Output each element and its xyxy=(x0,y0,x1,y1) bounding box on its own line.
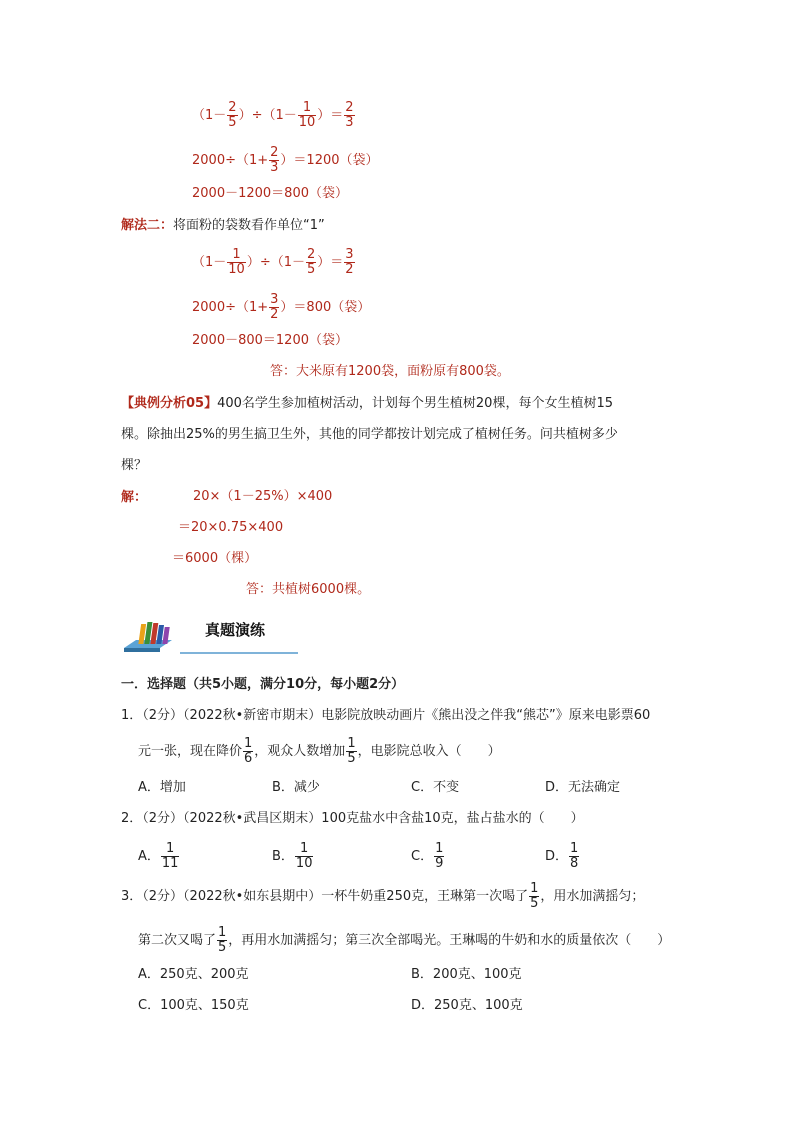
fraction: $\frac{1}{5}$ xyxy=(530,881,539,911)
q3-option-c[interactable]: C．100克、150克 xyxy=(138,998,249,1013)
q1-line2: 元一张，现在降价 $\frac{1}{6}$ ，观众人数增加 $\frac{1}{5}$ ，电影院总收入（ ） xyxy=(138,736,501,766)
example05-tag: 【典例分析05】 xyxy=(121,396,218,411)
q1-option-a[interactable]: A．增加 xyxy=(138,780,186,795)
fraction: $\frac{1}{5}$ xyxy=(347,736,356,766)
example05-line2: 棵。除抽出25%的男生搞卫生外，其他的同学都按计划完成了植树任务。问共植树多少 xyxy=(121,427,618,442)
q3-option-a[interactable]: A．250克、200克 xyxy=(138,967,249,982)
section-title: 真题演练 xyxy=(205,621,266,639)
q2-option-d[interactable]: D． $\frac{1}{8}$ xyxy=(545,841,579,871)
fraction: $\frac{2}{5}$ xyxy=(228,100,237,130)
q3-option-b[interactable]: B．200克、100克 xyxy=(411,967,522,982)
fraction: $\frac{3}{2}$ xyxy=(345,247,354,277)
q2-option-b[interactable]: B． $\frac{1}{10}$ xyxy=(272,841,313,871)
q3-line2: 第二次又喝了 $\frac{1}{5}$ ，再用水加满摇匀；第三次全部喝光。王琳喝的牛奶和水的质量依次（ ） xyxy=(138,925,671,955)
q2-option-c[interactable]: C． $\frac{1}{9}$ xyxy=(411,841,444,871)
example05-jie: 解： xyxy=(121,490,148,505)
fraction: $\frac{1}{10}$ xyxy=(228,247,245,277)
fraction: $\frac{2}{3}$ xyxy=(345,100,354,130)
q1-option-d[interactable]: D．无法确定 xyxy=(545,780,621,795)
fraction: $\frac{1}{10}$ xyxy=(295,841,313,871)
fraction: $\frac{1}{11}$ xyxy=(161,841,179,871)
sol2-line2: 2000÷（1+ $\frac{3}{2}$ ）＝800（袋） xyxy=(192,292,371,322)
sol2-line1: （1－ $\frac{1}{10}$ ）÷（1－ $\frac{2}{5}$ ）＝ $\frac{3}{2}$ xyxy=(192,247,354,277)
q1-line1: 1．（2分）（2022秋•新密市期末）电影院放映动画片《熊出没之伴我“熊芯”》原来电影票60 xyxy=(121,708,651,723)
fraction: $\frac{1}{8}$ xyxy=(570,841,579,871)
fraction: $\frac{2}{3}$ xyxy=(270,145,279,175)
fraction: $\frac{1}{6}$ xyxy=(244,736,253,766)
part-heading: 一．选择题（共5小题，满分10分，每小题2分） xyxy=(121,677,405,692)
example05-calc1: 20×（1－25%）×400 xyxy=(193,489,333,504)
example05-calc3: ＝6000（棵） xyxy=(172,551,258,566)
sol1-line1: （1－ $\frac{2}{5}$ ）÷（1－ $\frac{1}{10}$ ）＝ $\frac{2}{3}$ xyxy=(192,100,354,130)
example05-calc2: ＝20×0.75×400 xyxy=(178,520,284,535)
fraction: $\frac{1}{5}$ xyxy=(218,925,227,955)
sol2-line3: 2000－800＝1200（袋） xyxy=(192,333,348,348)
sol1-line2: 2000÷（1+ $\frac{2}{3}$ ）＝1200（袋） xyxy=(192,145,379,175)
sol2-answer: 答：大米原有1200袋，面粉原有800袋。 xyxy=(270,364,510,379)
example05-line3: 棵？ xyxy=(121,458,148,473)
q3-option-d[interactable]: D．250克、100克 xyxy=(411,998,523,1013)
q1-option-b[interactable]: B．减少 xyxy=(272,780,320,795)
q2-option-a[interactable]: A． $\frac{1}{11}$ xyxy=(138,841,179,871)
q2-line1: 2．（2分）（2022秋•武昌区期末）100克盐水中含盐10克，盐占盐水的（ ） xyxy=(121,811,584,826)
fraction: $\frac{3}{2}$ xyxy=(270,292,279,322)
fraction: $\frac{1}{9}$ xyxy=(435,841,444,871)
fraction: $\frac{2}{5}$ xyxy=(307,247,316,277)
q3-line1: 3．（2分）（2022秋•如东县期中）一杯牛奶重250克，王琳第一次喝了 $\frac{1}{5}$ ，用水加满摇匀； xyxy=(121,881,645,911)
example05-answer: 答：共植树6000棵。 xyxy=(246,582,371,597)
sol1-l1-pre: （1－ xyxy=(192,108,227,123)
example05-line1: 【典例分析05】400名学生参加植树活动，计划每个男生植树20棵，每个女生植树15 xyxy=(121,396,613,411)
fraction: $\frac{1}{10}$ xyxy=(298,100,316,130)
sol1-line3: 2000－1200＝800（袋） xyxy=(192,186,348,201)
sol2-heading: 解法二：将面粉的袋数看作单位“1” xyxy=(121,218,325,233)
q1-option-c[interactable]: C．不变 xyxy=(411,780,460,795)
